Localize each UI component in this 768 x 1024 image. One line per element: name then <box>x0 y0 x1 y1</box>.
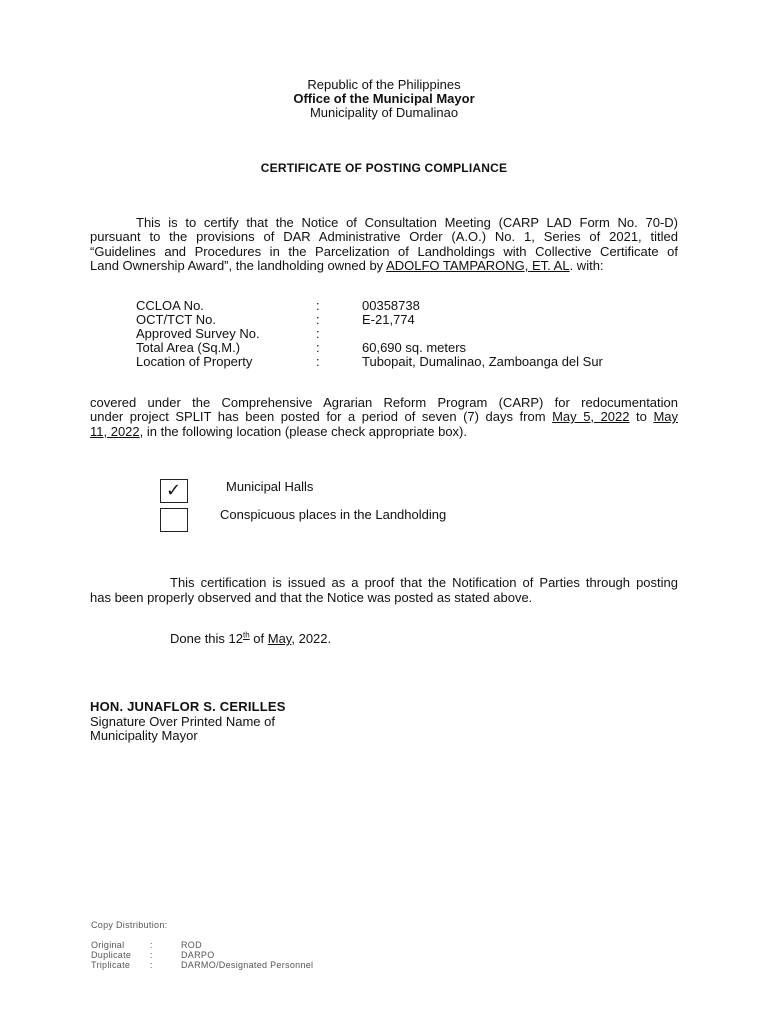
intro-text-1: This is to certify that the Notice of Consultation Meeting (CARP LAD Form No. 70-D) <box>136 215 678 230</box>
checkmark-icon: ✓ <box>166 480 182 501</box>
document-title: CERTIFICATE OF POSTING COMPLIANCE <box>260 161 508 175</box>
intro-paragraph-line3: “Guidelines and Procedures in the Parcelization of Landholdings with Collective Certificate of <box>90 244 678 259</box>
copy-sep: : <box>150 950 153 960</box>
detail-label: Total Area (Sq.M.) <box>136 340 241 355</box>
intro-text-4-end: . with: <box>569 258 604 273</box>
done-of: of <box>249 631 268 646</box>
covered-text-end: , in the following location (please check appropriate box). <box>139 424 467 439</box>
header-office: Office of the Municipal Mayor <box>293 91 475 106</box>
detail-row-survey <box>136 327 696 341</box>
detail-sep: : <box>316 312 320 327</box>
copy-type: Duplicate <box>91 950 132 960</box>
signatory-name: HON. JUNAFLOR S. CERILLES <box>90 699 286 714</box>
detail-row-location <box>136 355 696 369</box>
detail-label: OCT/TCT No. <box>136 312 216 327</box>
detail-label: CCLOA No. <box>136 298 204 313</box>
header-republic: Republic of the Philippines <box>307 77 461 92</box>
intro-text-4: Land Ownership Award”, the landholding owned by <box>90 258 387 273</box>
distribution-row-original <box>91 940 491 950</box>
certification-line1 <box>90 576 678 590</box>
detail-row-area <box>136 341 696 355</box>
checkbox-municipal-halls[interactable] <box>160 479 188 503</box>
covered-line2-text <box>90 410 678 424</box>
copy-type: Triplicate <box>91 960 131 970</box>
copy-distribution-title: Copy Distribution: <box>91 920 168 930</box>
covered-line1: covered under the Comprehensive Agrarian Reform Program (CARP) for redocumentation <box>90 395 678 410</box>
distribution-row-triplicate <box>91 960 491 970</box>
date-from: May 5, 2022 <box>552 409 630 424</box>
ordinal-suffix: th <box>243 630 250 640</box>
detail-row-oct-tct <box>136 313 696 327</box>
detail-value: 00358738 <box>362 298 420 313</box>
signatory-caption-2: Municipality Mayor <box>90 728 198 743</box>
detail-sep: : <box>316 354 320 369</box>
date-to-month: May <box>653 409 678 424</box>
intro-paragraph-line1 <box>90 216 678 230</box>
done-month: May <box>267 631 292 646</box>
detail-value: Tubopait, Dumalinao, Zamboanga del Sur <box>362 354 603 369</box>
certification-text-1: This certification is issued as a proof that the Notification of Parties through posting <box>170 575 678 590</box>
detail-label: Location of Property <box>136 354 253 369</box>
detail-row-ccloa <box>136 299 696 313</box>
option-label-municipal-halls: Municipal Halls <box>226 479 314 494</box>
distribution-row-duplicate <box>91 950 491 960</box>
covered-line2 <box>90 410 678 424</box>
copy-type: Original <box>91 940 125 950</box>
copy-sep: : <box>150 960 153 970</box>
copy-sep: : <box>150 940 153 950</box>
copy-recipient: DARMO/Designated Personnel <box>181 960 314 970</box>
intro-paragraph-line4 <box>90 259 678 273</box>
done-prefix: Done this 12 <box>170 631 243 646</box>
date-to-day-year: 11, 2022 <box>90 424 140 439</box>
detail-value: 60,690 sq. meters <box>362 340 467 355</box>
checkbox-conspicuous-places[interactable] <box>160 508 188 532</box>
certification-line2: has been properly observed and that the Notice was posted as stated above. <box>90 590 533 605</box>
covered-text: under project SPLIT has been posted for a period of seven (7) days from <box>90 409 553 424</box>
signatory-caption-1: Signature Over Printed Name of <box>90 714 275 729</box>
landowner-name: ADOLFO TAMPARONG, ET. AL <box>386 258 570 273</box>
intro-paragraph-line2: pursuant to the provisions of DAR Administrative Order (A.O.) No. 1, Series of 2021, titled <box>90 229 678 244</box>
done-date <box>170 632 331 646</box>
covered-line3 <box>90 425 678 439</box>
copy-recipient: DARPO <box>181 950 215 960</box>
detail-value: E-21,774 <box>362 312 415 327</box>
covered-to: to <box>629 409 654 424</box>
header-municipality: Municipality of Dumalinao <box>309 105 459 120</box>
detail-label: Approved Survey No. <box>136 326 260 341</box>
detail-sep: : <box>316 340 320 355</box>
detail-sep: : <box>316 298 320 313</box>
detail-sep: : <box>316 326 320 341</box>
option-label-conspicuous-places: Conspicuous places in the Landholding <box>220 507 447 522</box>
done-year: , 2022. <box>291 631 332 646</box>
copy-recipient: ROD <box>181 940 202 950</box>
